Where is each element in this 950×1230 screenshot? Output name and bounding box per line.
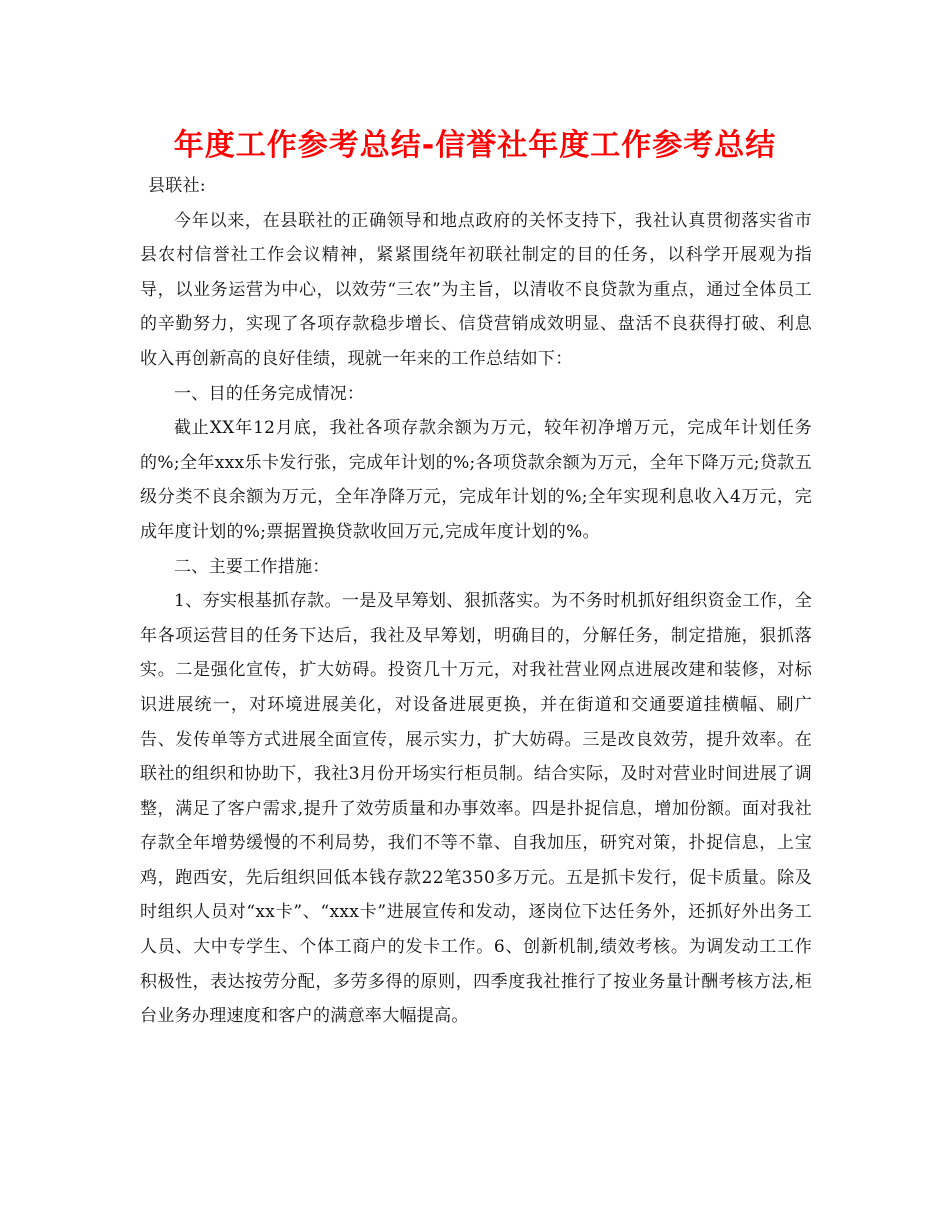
paragraph-measures: 1、夯实根基抓存款。一是及早筹划、狠抓落实。为不务时机抓好组织资金工作，全年各项运营目的任务下达后，我社及早筹划，明确目的，分解任务，制定措施，狠抓落实。二是强化宣传，扩大妨碍。投资几十万元，对我社营业网点进展改建和装修，对标识进展统一，对环境进展美化，对设备进展更换，并在街道和交通要道挂横幅、刷广告、发传单等方式进展全面宣传，展示实力，扩大妨碍。三是改良效劳，提升效率。在联社的组织和协助下，我社3月份开场实行柜员制。结合实际，及时对营业时间进展了调整，满足了客户需求,提升了效劳质量和办事效率。四是扑捉信息，增加份额。面对我社存款全年增势缓慢的不利局势，我们不等不靠、自我加压，研究对策，扑捉信息，上宝鸡，跑西安，先后组织回低本钱存款22笔350多万元。五是抓卡发行，促卡质量。除及时组织人员对“xx卡”、“xxx卡”进展宣传和发动，逐岗位下达任务外，还抓好外出务工人员、大中专学生、个体工商户的发卡工作。6、创新机制,绩效考核。为调发动工工作积极性，表达按劳分配，多劳多得的原则，四季度我社推行了按业务量计酬考核方法,柜台业务办理速度和客户的满意率大幅提高。 — [140, 591, 812, 1027]
section-heading-targets: 一、目的任务完成情况： — [174, 383, 365, 404]
salutation: 县联社: — [148, 176, 206, 196]
paragraph-targets: 截止XX年12月底，我社各项存款余额为万元，较年初净增万元，完成年计划任务的%;全年xxx乐卡发行张，完成年计划的%;各项贷款余额为万元，全年下降万元;贷款五级分类不良余额为万元，全年净降万元，完成年计划的%;全年实现利息收入4万元，完成年度计划的%;票据置换贷款收回万元,完成年度计划的%。 — [140, 418, 812, 542]
document-body — [140, 169, 812, 1034]
document-title: 年度工作参考总结-信誉社年度工作参考总结 — [173, 128, 777, 163]
paragraph-intro: 今年以来，在县联社的正确领导和地点政府的关怀支持下，我社认真贯彻落实省市县农村信誉社工作会议精神，紧紧围绕年初联社制定的目的任务，以科学开展观为指导，以业务运营为中心，以效劳“三农”为主旨，以清收不良贷款为重点，通过全体员工的辛勤努力，实现了各项存款稳步增长、信贷营销成效明显、盘活不良获得打破、利息收入再创新高的良好佳绩，现就一年来的工作总结如下： — [140, 210, 812, 369]
section-heading-measures: 二、主要工作措施： — [174, 556, 330, 577]
